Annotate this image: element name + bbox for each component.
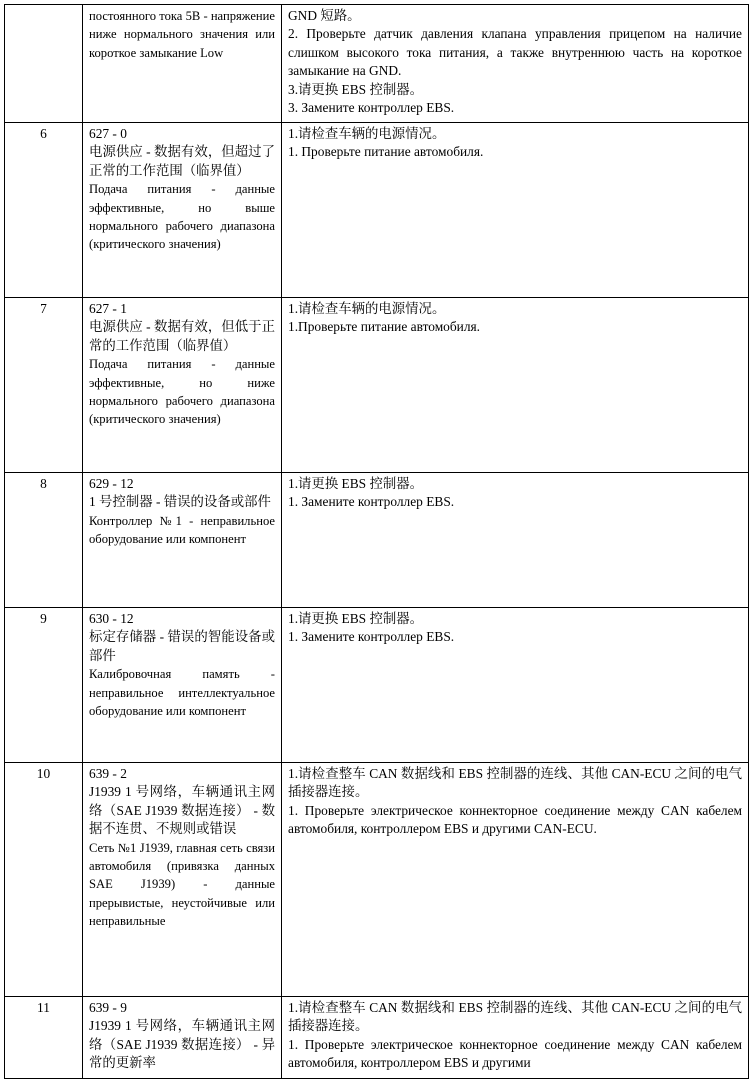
remedy-cell [282,763,749,997]
description-ru: Калибровочная память - неправильное интеллектуальное оборудование или компонент [89,667,275,719]
fault-code: 639 - 9 [89,1000,127,1015]
row-number: 7 [5,298,83,473]
row-number: 10 [5,763,83,997]
remedy-line: 1. Проверьте питание автомобиля. [288,144,484,160]
fault-description [83,763,282,997]
description-ru: Подача питания - данные эффективные, но ниже нормального рабочего диапазона (критического значения) [89,357,275,427]
description-cn: 电源供应 - 数据有效，但低于正常的工作范围（临界值） [89,319,275,353]
remedy-cell [282,123,749,298]
description-cn: J1939 1 号网络，车辆通讯主网络（SAE J1939 数据连接） - 数据不连贯、不规则或错误 [89,784,275,837]
table-row [5,763,749,997]
fault-code: 627 - 1 [89,301,127,316]
remedy-line: 2. Проверьте датчик давления клапана управления прицепом на наличие слишком высокого тока питания, а также внутреннюю часть на короткое замыкание на GND. [288,26,742,79]
description-cn: 电源供应 - 数据有效，但超过了正常的工作范围（临界值） [89,144,275,178]
description-cn: 标定存储器 - 错误的智能设备或部件 [89,629,275,663]
table-row [5,608,749,763]
fault-description [83,298,282,473]
fault-description [83,5,282,123]
table-row [5,5,749,123]
description-cn: 1 号控制器 - 错误的设备或部件 [89,494,271,510]
fault-code: 629 - 12 [89,476,134,491]
description-cn: J1939 1 号网络，车辆通讯主网络（SAE J1939 数据连接） - 异常的更新率 [89,1018,275,1071]
remedy-line: 1.请检查车辆的电源情况。 [288,126,446,141]
remedy-line: 3.请更换 EBS 控制器。 [288,81,424,97]
row-number [5,5,83,123]
remedy-cell [282,5,749,123]
remedy-line: 1. Замените контроллер EBS. [288,629,455,645]
remedy-cell [282,608,749,763]
row-number: 8 [5,473,83,608]
remedy-cell [282,473,749,608]
fault-description [83,997,282,1079]
remedy-line: 1.请检查整车 CAN 数据线和 EBS 控制器的连线、其他 CAN-ECU 之间的电气插接器连接。 [288,766,742,800]
remedy-line: GND 短路。 [288,8,361,23]
description-ru: Подача питания - данные эффективные, но выше нормального рабочего диапазона (критического значения) [89,182,275,252]
remedy-line: 1.请检查车辆的电源情况。 [288,301,446,316]
remedy-line: 1.请更换 EBS 控制器。 [288,476,424,491]
description-ru: Сеть №1 J1939, главная сеть связи автомобиля (привязка данных SAE J1939) - данные прерывистые, неустойчивые или неправильные [89,840,275,929]
remedy-line: 1.Проверьте питание автомобиля. [288,319,481,335]
table-row [5,997,749,1079]
description-ru: Контроллер №1 - неправильное оборудование или компонент [89,513,275,547]
table-row [5,123,749,298]
table-row [5,298,749,473]
fault-description [83,608,282,763]
fault-code: 639 - 2 [89,766,127,781]
remedy-line: 3. Замените контроллер EBS. [288,100,455,116]
remedy-line: 1.请检查整车 CAN 数据线和 EBS 控制器的连线、其他 CAN-ECU 之间的电气插接器连接。 [288,1000,742,1034]
remedy-cell [282,298,749,473]
remedy-cell [282,997,749,1079]
remedy-line: 1. Замените контроллер EBS. [288,494,455,510]
remedy-line: 1. Проверьте электрическое коннекторное соединение между CAN кабелем автомобиля, контроллером EBS и другими CAN-ECU. [288,802,742,837]
remedy-line: 1. Проверьте электрическое коннекторное соединение между CAN кабелем автомобиля, контроллером EBS и другими [288,1036,742,1071]
fault-description [83,473,282,608]
row-number: 11 [5,997,83,1079]
table-row [5,473,749,608]
fault-code: 627 - 0 [89,126,127,141]
row-number: 6 [5,123,83,298]
row-number: 9 [5,608,83,763]
description-ru: постоянного тока 5В - напряжение ниже нормального значения или короткое замыкание Low [89,9,275,60]
dtc-table [4,4,749,1079]
remedy-line: 1.请更换 EBS 控制器。 [288,611,424,626]
fault-code: 630 - 12 [89,611,134,626]
fault-description [83,123,282,298]
